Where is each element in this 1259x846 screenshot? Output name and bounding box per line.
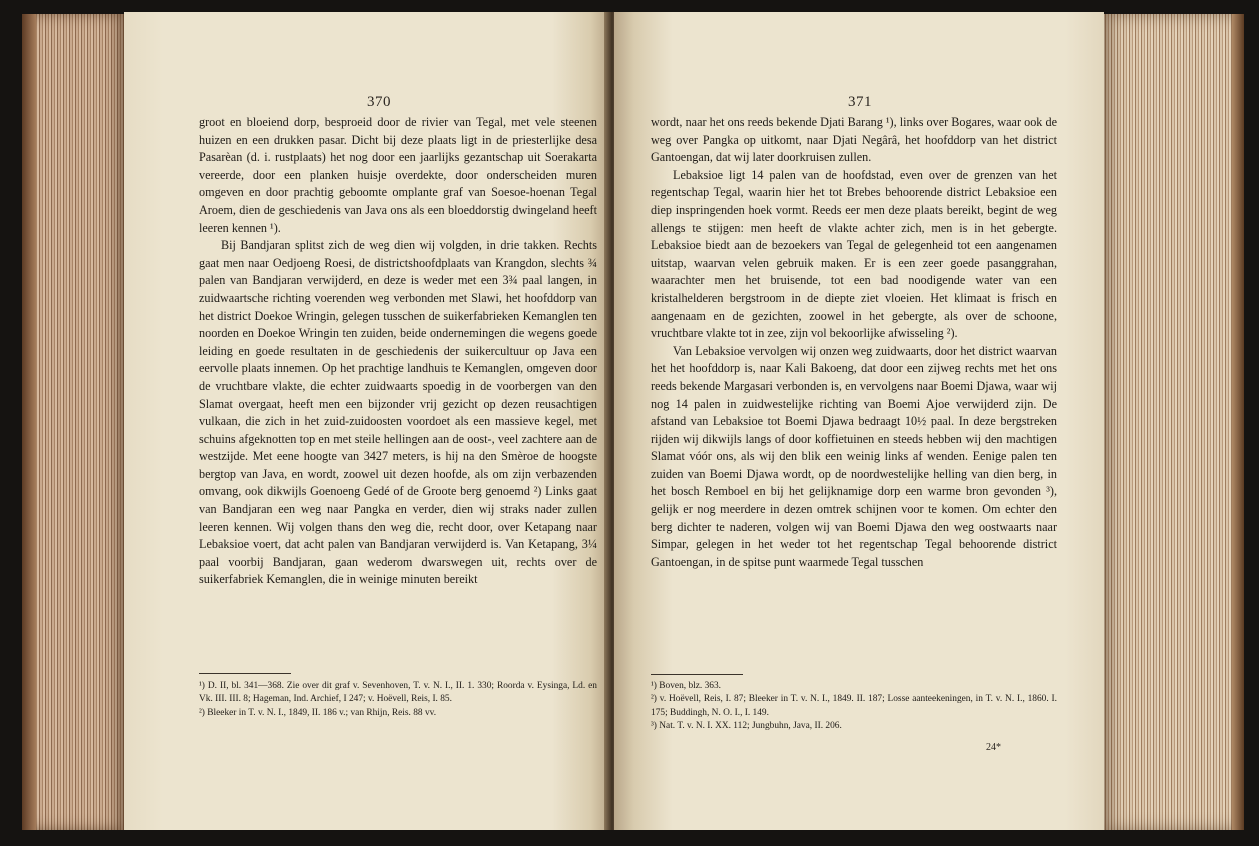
paragraph: Van Lebaksioe vervolgen wij onzen weg zuidwaarts, door het district waarvan het het hoofddorp is, naar Kali Bakoeng, dat door een zijweg rechts met het ons reeds bekende Margasari verbonden is, en vervolgens naar Boemi Djawa, waar wij nog 14 palen in zuidwestelijke richting van Boemi Ajoe verwijderd zijn. De afstand van Lebaksioe tot Boemi Djawa bedraagt 10½ paal. In deze bergstreken rijden wij dikwijls langs of door koffietuinen en steeds hebben wij den machtigen Slamat vóór ons, als wij den blik een weinig links af wenden. Eenige palen ten zuiden van Boemi Djawa wordt, op de noordwestelijke helling van dien berg, in het bosch Remboel en bij het gelijknamige dorp een warme bron gevonden ³), gelijk er nog meerdere in dezen omtrek schijnen voor te komen. Om echter den berg dichter te naderen, volgen wij van Boemi Djawa den weg oostwaarts naar Simpar, gelegen in het weder tot het regentschap Tegal behoorende district Gantoengan, in de spitse punt waarmede Tegal tusschen (651, 343, 1057, 569)
paragraph: Lebaksioe ligt 14 palen van de hoofdstad, even over de grenzen van het regentschap Tegal, waarin hier het tot Brebes behoorende district Lebaksioe een diep inspringenden hoek vormt. Reeds eer men deze plaats bereikt, begint de weg allengs te stijgen: men heeft de vlakte achter zich, men is in het gebergte. Lebaksioe biedt aan de bezoekers van Tegal de gelegenheid tot een aangenamen uitstap, waarvan velen gebruik maken. Er is een zeer goede pasanggrahan, waarachter men het bruisende, tot een bad noodigende water van een kristalhelderen bergstroom in de diepte ziet vloeien. Het klimaat is frisch en aangenaam en de gezichten, zoowel in het gebergte, als over de schoone, vruchtbare vlakte tot in zee, zijn vol bekoorlijke afwisseling ²). (651, 167, 1057, 341)
paragraph: wordt, naar het ons reeds bekende Djati Barang ¹), links over Bogares, waar ook de weg over Pangka op uitkomt, naar Djati Negârâ, het hoofddorp van het district Gantoengan, dat wij later doorkruisen zullen. (651, 115, 1057, 165)
footnote: ²) Bleeker in T. v. N. I., 1849, II. 186 v.; van Rhijn, Reis. 88 vv. (199, 707, 437, 718)
right-page (614, 12, 1104, 830)
footnotes (199, 680, 597, 720)
page-number: 370 (367, 94, 391, 110)
footnote-rule (651, 674, 743, 675)
book-edge-left (22, 14, 126, 830)
footnote: ¹) Boven, blz. 363. (651, 681, 721, 691)
footnote: ³) Nat. T. v. N. I. XX. 112; Jungbuhn, Java, II. 206. (651, 721, 842, 732)
left-page (124, 12, 610, 830)
paragraph: groot en bloeiend dorp, besproeid door de rivier van Tegal, met vele steenen huizen en een drukken pasar. Dicht bij deze plaats ligt in de priesterlijke desa Pasarèan (d. i. rustplaats) het nog door een jaarlijks gezantschap uit Soerakarta vereerde, door een planken huisje overdekte, door onderscheiden muren omgeven en door prachtig geboomte omplante graf van Soesoe-hoenan Tegal Aroem, dien de geschiedenis van Java ons als een bloeddorstig dwingeland heeft leeren kennen ¹). (199, 115, 597, 235)
paragraph: Bij Bandjaran splitst zich de weg dien wij volgden, in drie takken. Rechts gaat men naar Oedjoeng Roesi, de districtshoofdplaats van Krangdon, slechts ¾ palen van Bandjaran verwijderd, en deze is weder met een 3¾ paal langen, in zuidwaartsche richting voerenden weg verbonden met Slawi, het hoofddorp van het district Doekoe Wringin, gelegen tusschen de suikerfabrieken Kemanglen ten noorden en Doekoe Wringin ten zuiden, beide ondernemingen die wegens goede leiding en goede resultaten in de geschiedenis der suikercultuur op Java een eervolle plaats innemen. Op het prachtige landhuis te Kemanglen, omgeven door de vruchtbare vlakte, die echter zuidwaarts spoedig in de voorbergen van den Slamat overgaat, heeft men een bijzonder vrij gezicht op dezen reusachtigen vulkaan, die zich in het zuid-zuidoosten voordoet als een massieve kegel, met schuins afgeknotten top en met steile hellingen aan de oost-, veel zachtere aan de westzijde. Met eene hoogte van 3427 meters, is hij na den Smèroe de hoogste bergtop van Java, en wordt, zoowel uit dezen hoofde, als om zijn verbazenden omvang, ook dikwijls Goenoeng Gedé of de Groote berg genoemd ²) Links gaat van Bandjaran een weg naar Pangka en verder, dien wij straks nader zullen leeren kennen. Wij volgen thans den weg die, recht door, over Ketapang naar Lebaksioe voert, dat acht palen van Bandjaran verwijderd is. Van Ketapang, 3¼ paal voorbij Bandjaran, gaan wederom dwarswegen uit, rechts over de suikerfabriek Kemanglen, die in weinige minuten bereikt (199, 238, 597, 587)
signature-mark: 24* (986, 742, 1001, 753)
page-body (651, 114, 1057, 571)
footnote: ¹) D. II, bl. 341—368. Zie over dit graf v. Sevenhoven, T. v. N. I., II. 1. 330; Roorda v. Eysinga, Ld. en Vk. III. III. 8; Hageman, Ind. Archief, I 247; v. Hoëvell, Reis, I. 85. (199, 681, 597, 705)
page-body (199, 114, 597, 589)
book-edge-right (1100, 14, 1244, 830)
footnote-rule (199, 673, 291, 674)
footnote: ²) v. Hoëvell, Reis, I. 87; Bleeker in T. v. N. I., 1849. II. 187; Losse aanteekeningen, in T. v. N. I., 1860. I. 175; Buddingh, N. O. I., I. 149. (651, 694, 1057, 718)
footnotes (651, 680, 1057, 734)
page-number: 371 (848, 94, 872, 110)
